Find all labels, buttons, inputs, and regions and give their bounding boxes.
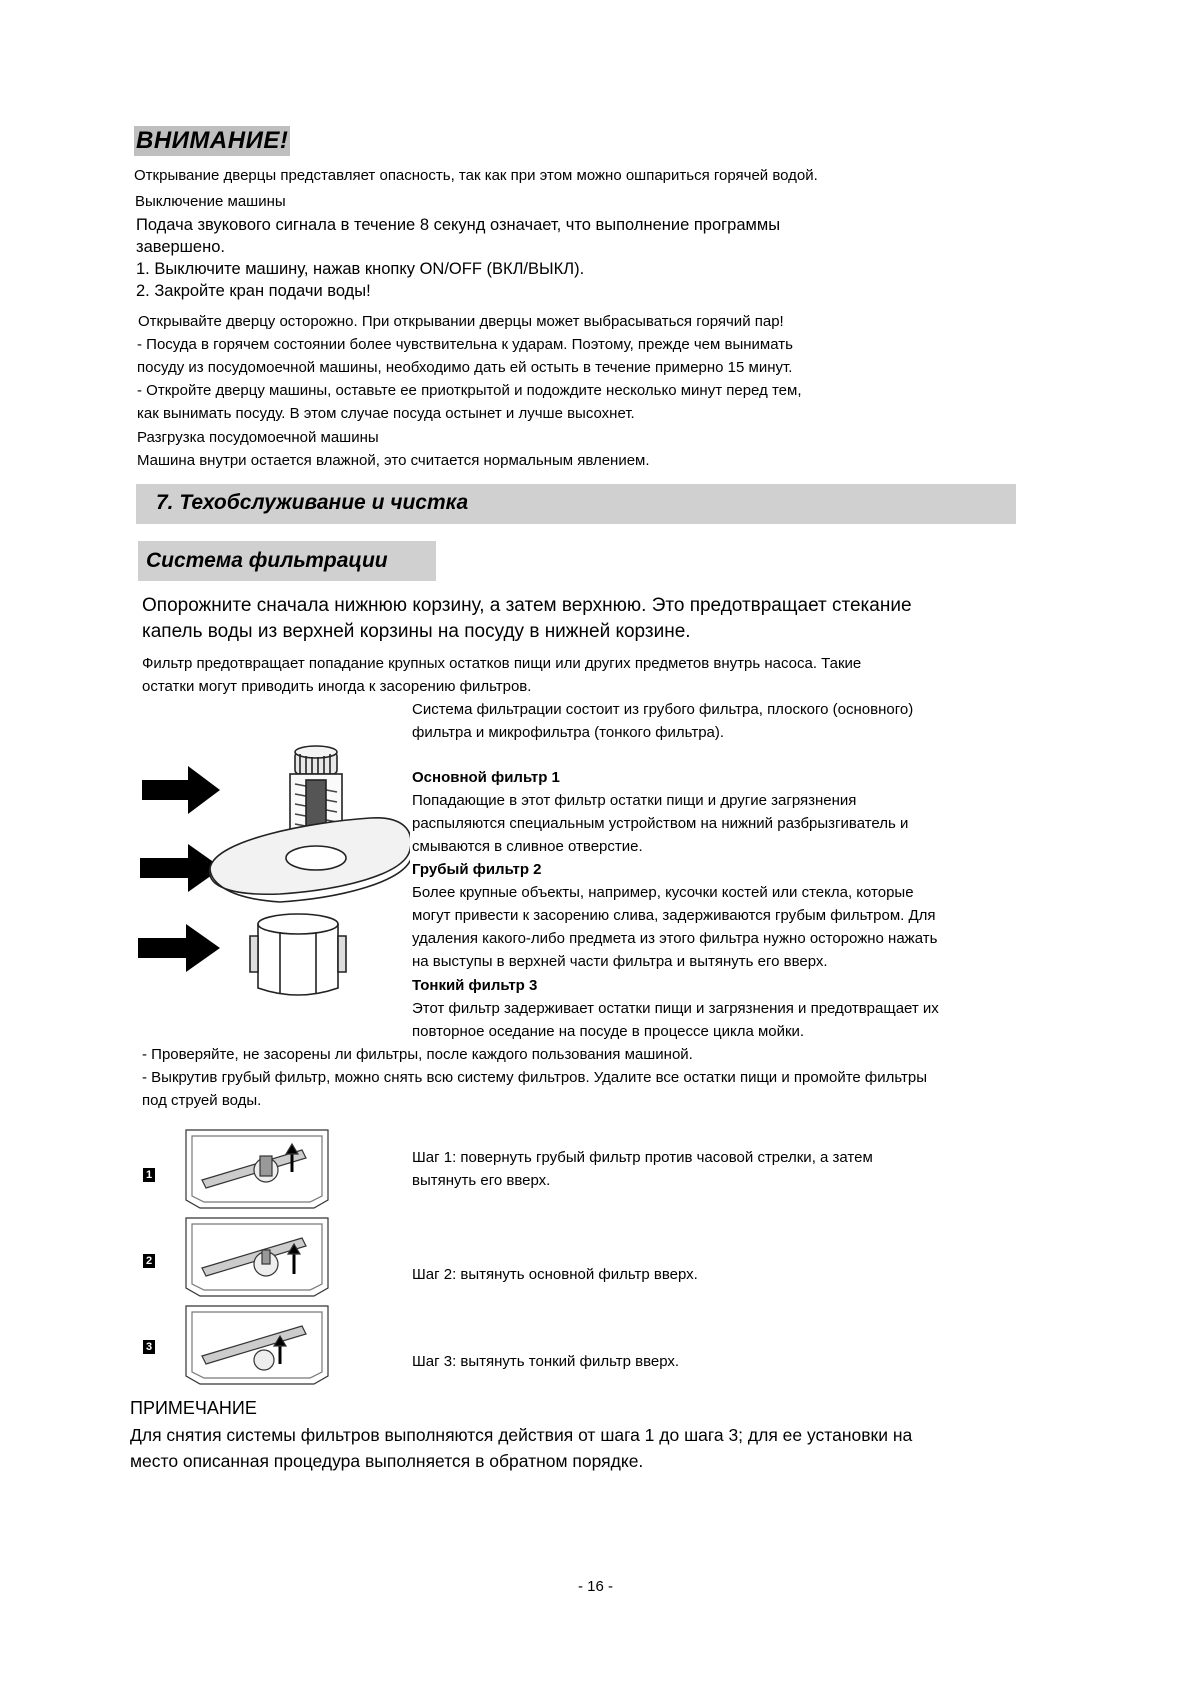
step-number-2: 2 (143, 1254, 155, 1268)
note-line-1: Для снятия системы фильтров выполняются действия от шага 1 до шага 3; для ее установки на (130, 1425, 913, 1445)
step-3-illustration (186, 1306, 328, 1384)
step-1-line-2: вытянуть его вверх. (412, 1172, 551, 1189)
unloading-heading: Разгрузка посудомоечной машины (137, 429, 379, 446)
fine-filter-icon (250, 914, 346, 995)
warning-text: Открывание дверцы представляет опасность, так как при этом можно ошпариться горячей водой. (134, 167, 818, 184)
caution-line-5: как вынимать посуду. В этом случае посуда остынет и лучше высохнет. (137, 405, 635, 422)
fine-filter-line-1: Этот фильтр задерживает остатки пищи и загрязнения и предотвращает их (412, 1000, 939, 1017)
warning-title: ВНИМАНИЕ! (136, 127, 289, 154)
intro-line-4: фильтра и микрофильтра (тонкого фильтра). (412, 724, 725, 741)
arrow-icon (138, 924, 220, 972)
section-header (136, 484, 1016, 524)
caution-line-1: Открывайте дверцу осторожно. При открывании дверцы может выбрасываться горячий пар! (138, 313, 784, 330)
shutdown-step-2: 2. Закройте кран подачи воды! (136, 282, 371, 300)
caution-line-3: посуду из посудомоечной машины, необходимо дать ей остыть в течение примерно 15 минут. (137, 359, 793, 376)
filter-system-illustration (130, 740, 410, 1020)
main-filter-title: Основной фильтр 1 (412, 769, 560, 786)
main-filter-line-3: смываются в сливное отверстие. (412, 838, 643, 855)
unloading-text: Машина внутри остается влажной, это считается нормальным явлением. (137, 452, 650, 469)
shutdown-text-1: Подача звукового сигнала в течение 8 секунд означает, что выполнение программы (136, 216, 781, 234)
fine-filter-line-2: повторное оседание на посуде в процессе цикла мойки. (412, 1023, 805, 1040)
shutdown-text-2: завершено. (136, 238, 225, 256)
lead-line-2: капель воды из верхней корзины на посуду в нижней корзине. (142, 621, 691, 642)
coarse-filter-line-1: Более крупные объекты, например, кусочки костей или стекла, которые (412, 884, 914, 901)
tip-line-1: - Проверяйте, не засорены ли фильтры, после каждого пользования машиной. (142, 1046, 693, 1063)
shutdown-heading: Выключение машины (135, 193, 286, 210)
step-2-text: Шаг 2: вытянуть основной фильтр вверх. (412, 1266, 698, 1283)
tip-line-2: - Выкрутив грубый фильтр, можно снять всю систему фильтров. Удалите все остатки пищи и промойте фильтры (142, 1069, 928, 1086)
step-2-illustration (186, 1218, 328, 1296)
shutdown-step-1: 1. Выключите машину, нажав кнопку ON/OFF (ВКЛ/ВЫКЛ). (136, 260, 585, 278)
coarse-filter-line-4: на выступы в верхней части фильтра и вытянуть его вверх. (412, 953, 828, 970)
fine-filter-title: Тонкий фильтр 3 (412, 977, 538, 994)
caution-line-2: - Посуда в горячем состоянии более чувствительна к ударам. Поэтому, прежде чем вынимать (137, 336, 793, 353)
coarse-filter-line-3: удаления какого-либо предмета из этого фильтра нужно осторожно нажать (412, 930, 938, 947)
coarse-filter-plate-icon (210, 818, 410, 902)
subsection-header (138, 541, 436, 581)
lead-line-1: Опорожните сначала нижнюю корзину, а затем верхнюю. Это предотвращает стекание (142, 595, 912, 616)
note-heading: ПРИМЕЧАНИЕ (130, 1398, 257, 1418)
subsection-title: Система фильтрации (146, 549, 388, 572)
step-number-3: 3 (143, 1340, 155, 1354)
main-filter-line-1: Попадающие в этот фильтр остатки пищи и другие загрязнения (412, 792, 857, 809)
intro-line-1: Фильтр предотвращает попадание крупных остатков пищи или других предметов внутрь насоса. Такие (142, 655, 862, 672)
step-number-1: 1 (143, 1168, 155, 1182)
note-line-2: место описанная процедура выполняется в обратном порядке. (130, 1451, 644, 1471)
main-filter-line-2: распыляются специальным устройством на нижний разбрызгиватель и (412, 815, 909, 832)
intro-line-3: Система фильтрации состоит из грубого фильтра, плоского (основного) (412, 701, 914, 718)
step-1-illustration (186, 1130, 328, 1208)
caution-line-4: - Откройте дверцу машины, оставьте ее приоткрытой и подождите несколько минут перед тем, (137, 382, 802, 399)
intro-line-2: остатки могут приводить иногда к засорению фильтров. (142, 678, 532, 695)
step-illustrations (182, 1128, 332, 1390)
coarse-filter-line-2: могут привести к засорению слива, задерживаются грубым фильтром. Для (412, 907, 936, 924)
step-1-line-1: Шаг 1: повернуть грубый фильтр против часовой стрелки, а затем (412, 1149, 873, 1166)
page-number: - 16 - (578, 1578, 614, 1595)
arrow-icon (142, 766, 220, 814)
tip-line-3: под струей воды. (142, 1092, 262, 1109)
coarse-filter-title: Грубый фильтр 2 (412, 861, 542, 878)
step-3-text: Шаг 3: вытянуть тонкий фильтр вверх. (412, 1353, 680, 1370)
section-title: 7. Техобслуживание и чистка (156, 491, 469, 514)
